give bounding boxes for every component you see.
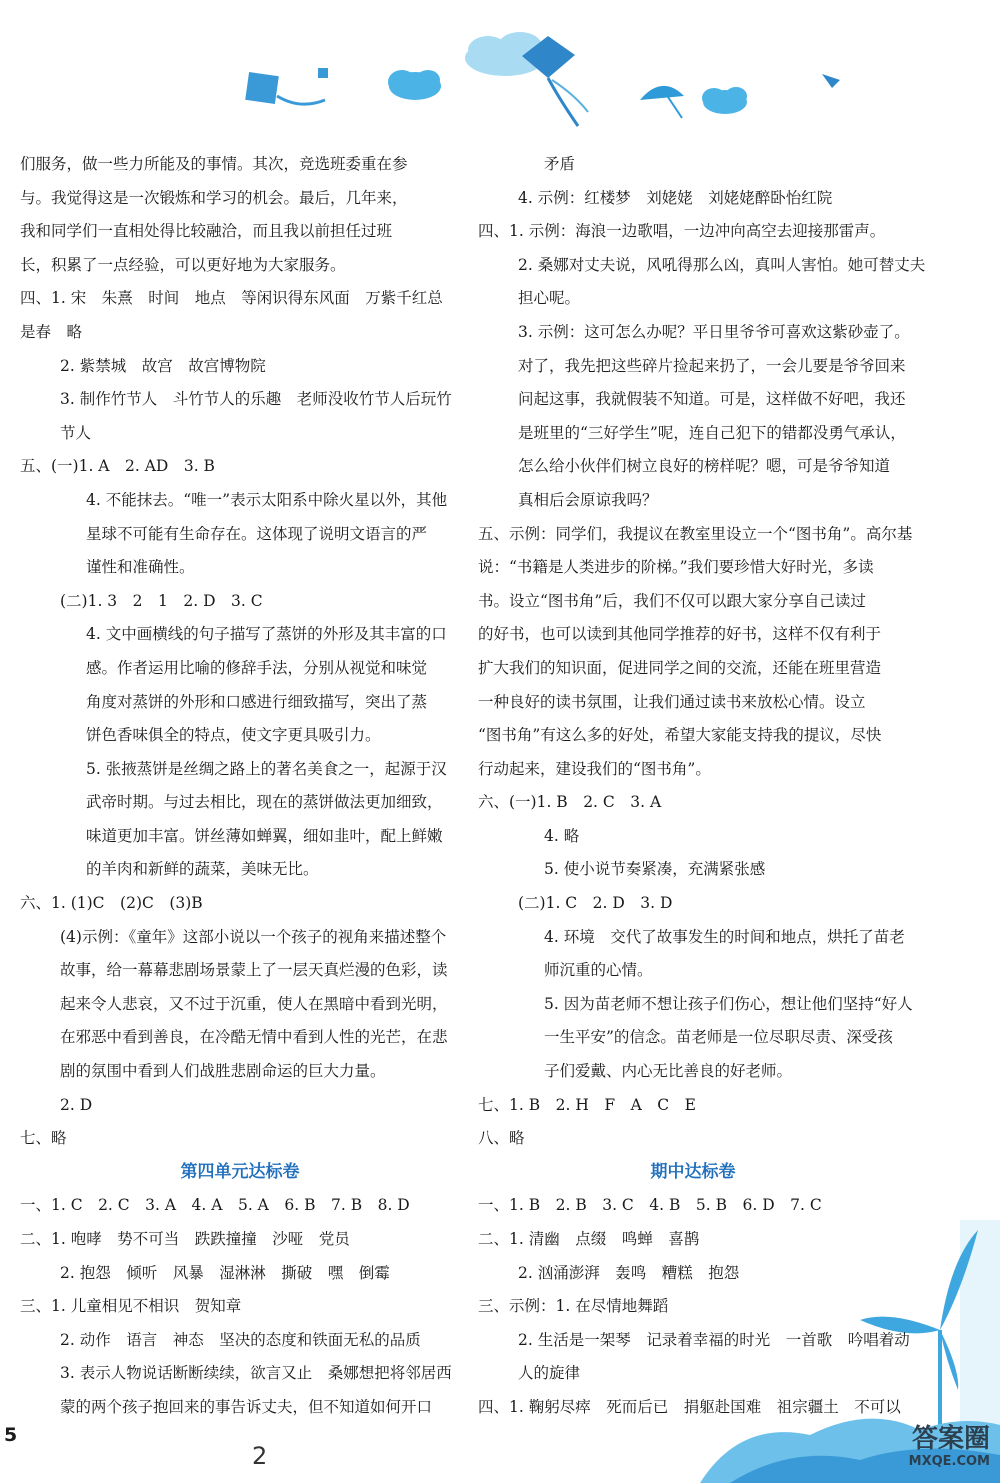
right-text-line: “图书角”有这么多的好处，希望大家能支持我的提议，尽快 bbox=[478, 726, 882, 745]
right-text-line: 5. 使小说节奏紧凑，充满紧张感 bbox=[544, 860, 766, 879]
watermark-title: 答案圈 bbox=[911, 1424, 990, 1454]
left-text-line: (4)示例：《童年》这部小说以一个孩子的视角来描述整个 bbox=[60, 927, 447, 946]
right-text-line: 行动起来，建设我们的“图书角”。 bbox=[478, 759, 711, 778]
left-text-line: 味道更加丰富。饼丝薄如蝉翼，细如韭叶，配上鲜嫩 bbox=[86, 826, 443, 845]
left-text-line: 3. 表示人物说话断断续续，欲言又止 桑娜想把将邻居西 bbox=[60, 1364, 452, 1383]
right-text-line: 说：“书籍是人类进步的阶梯。”我们要珍惜大好时光，多读 bbox=[478, 558, 874, 577]
cloud-icon bbox=[388, 70, 441, 100]
kite-small-left-icon bbox=[245, 68, 328, 104]
right-text-line: 5. 因为苗老师不想让孩子们伤心，想让他们坚持“好人 bbox=[544, 994, 913, 1013]
right-text-line: 一生平安”的信念。苗老师是一位尽职尽责、深受孩 bbox=[544, 1028, 893, 1047]
left-text-line: 二、1. 咆哮 势不可当 跌跌撞撞 沙哑 党员 bbox=[20, 1230, 350, 1248]
left-text-line: 六、1. (1)C (2)C (3)B bbox=[20, 894, 203, 913]
right-text-line: 对了，我先把这些碎片捡起来扔了，一会儿要是爷爷回来 bbox=[518, 356, 906, 375]
right-text-line: 一种良好的读书氛围，让我们通过读书来放松心情。设立 bbox=[478, 692, 866, 711]
left-text-line: 2. D bbox=[60, 1095, 93, 1114]
right-text-line: 4. 略 bbox=[544, 826, 580, 845]
left-text-line: 4. 不能抹去。“唯一”表示太阳系中除火星以外，其他 bbox=[86, 490, 448, 509]
left-text-line: 起来令人悲哀，又不过于沉重，使人在黑暗中看到光明， bbox=[60, 994, 448, 1013]
right-text-line: 四、1. 示例：海浪一边歌唱，一边冲向高空去迎接那雷声。 bbox=[478, 222, 886, 241]
left-text-line: 蒙的两个孩子抱回来的事告诉丈夫，但不知道如何开口 bbox=[60, 1397, 433, 1416]
umbrella-icon bbox=[640, 86, 684, 118]
watermark bbox=[840, 1424, 990, 1470]
left-text-line: 饼色香味俱全的特点，使文字更具吸引力。 bbox=[86, 726, 381, 745]
left-text-line: 一、1. C 2. C 3. A 4. A 5. A 6. B 7. B 8. D bbox=[20, 1196, 410, 1215]
right-text-line: 4. 示例：红楼梦 刘姥姥 刘姥姥醉卧怡红院 bbox=[518, 188, 833, 207]
cloud-right-icon bbox=[702, 87, 747, 114]
left-text-line: 3. 制作竹节人 斗竹节人的乐趣 老师没收竹节人后玩竹 bbox=[60, 390, 452, 409]
right-text-line: 2. 桑娜对丈夫说，风吼得那么凶，真叫人害怕。她可替丈夫 bbox=[518, 255, 926, 274]
left-text-line: 我和同学们一直相处得比较融洽，而且我以前担任过班 bbox=[20, 222, 393, 241]
left-text-line: 2. 抱怨 倾听 风暴 湿淋淋 撕破 嘿 倒霉 bbox=[60, 1263, 390, 1282]
right-text-line: (二)1. C 2. D 3. D bbox=[518, 894, 673, 913]
right-text-line: 子们爱戴、内心无比善良的好老师。 bbox=[544, 1062, 793, 1081]
left-text-line: 星球不可能有生命存在。这体现了说明文语言的严 bbox=[86, 524, 428, 543]
left-text-line: 五、(一)1. A 2. AD 3. B bbox=[20, 457, 215, 476]
right-column bbox=[478, 148, 926, 1425]
left-text-line: 三、1. 儿童相见不相识 贺知章 bbox=[20, 1297, 242, 1316]
bird-icon bbox=[822, 74, 840, 88]
right-text-line: 七、1. B 2. H F A C E bbox=[478, 1095, 696, 1114]
right-text-line: 三、示例：1. 在尽情地舞蹈 bbox=[478, 1297, 669, 1316]
left-text-line: 故事，给一幕幕悲剧场景蒙上了一层天真烂漫的色彩，读 bbox=[60, 961, 448, 980]
left-text-line: 四、1. 宋 朱熹 时间 地点 等闲识得东风面 万紫千红总 bbox=[20, 289, 443, 308]
right-text-line: 问起这事，我就假装不知道。可是，这样做不好吧，我还 bbox=[518, 390, 906, 409]
right-text-line: 人的旋律 bbox=[518, 1364, 581, 1383]
left-text-line: 谨性和准确性。 bbox=[86, 558, 195, 577]
right-text-line: 怎么给小伙伴们树立良好的榜样呢？嗯，可是爷爷知道 bbox=[518, 457, 891, 476]
right-text-line: 五、示例：同学们，我提议在教室里设立一个“图书角”。高尔基 bbox=[478, 524, 913, 543]
right-text-line: 八、略 bbox=[478, 1129, 525, 1148]
left-text-line: 是春 略 bbox=[20, 322, 83, 341]
left-text-line: 七、略 bbox=[20, 1129, 67, 1148]
right-text-line: 3. 示例：这可怎么办呢？平日里爷爷可喜欢这紫砂壶了。 bbox=[518, 322, 910, 341]
right-text-line: 六、(一)1. B 2. C 3. A bbox=[478, 793, 662, 812]
left-text-line: 2. 紫禁城 故宫 故宫博物院 bbox=[60, 356, 266, 375]
watermark-url: MXQE.COM bbox=[908, 1454, 990, 1469]
left-text-line: 武帝时期。与过去相比，现在的蒸饼做法更加细致， bbox=[86, 793, 443, 812]
right-text-line: 二、1. 清幽 点缀 鸣蝉 喜鹊 bbox=[478, 1230, 700, 1248]
right-text-line: 书。设立“图书角”后，我们不仅可以跟大家分享自己读过 bbox=[478, 591, 866, 610]
right-text-line: 2. 汹涌澎湃 轰鸣 糟糕 抱怨 bbox=[518, 1263, 740, 1282]
left-text-line: (二)1. 3 2 1 2. D 3. C bbox=[60, 591, 263, 610]
right-text-line: 的好书，也可以读到其他同学推荐的好书，这样不仅有利于 bbox=[478, 625, 882, 644]
right-text-line: 四、1. 鞠躬尽瘁 死而后已 捐躯赴国难 祖宗疆土 不可以 bbox=[478, 1397, 901, 1416]
left-text-line: 剧的氛围中看到人们战胜悲剧命运的巨大力量。 bbox=[60, 1062, 386, 1081]
left-text-line: 在邪恶中看到善良，在冷酷无情中看到人性的光芒，在悲 bbox=[60, 1028, 448, 1047]
right-text-line: 扩大我们的知识面，促进同学之间的交流，还能在班里营造 bbox=[478, 658, 882, 677]
right-text-line: 2. 生活是一架琴 记录着幸福的时光 一首歌 吟唱着动 bbox=[518, 1330, 910, 1349]
right-section-heading: 期中达标卷 bbox=[650, 1161, 736, 1182]
right-text-line: 一、1. B 2. B 3. C 4. B 5. B 6. D 7. C bbox=[478, 1196, 822, 1215]
left-text-line: 角度对蒸饼的外形和口感进行细致描写，突出了蒸 bbox=[86, 692, 428, 711]
left-text-line: 的羊肉和新鲜的蔬菜，美味无比。 bbox=[86, 860, 319, 879]
sky-decoration bbox=[0, 0, 1000, 140]
right-text-line: 真相后会原谅我吗？ bbox=[518, 490, 658, 509]
left-column bbox=[20, 148, 460, 1425]
left-text-line: 2. 动作 语言 神态 坚决的态度和铁面无私的品质 bbox=[60, 1330, 421, 1349]
left-text-line: 节人 bbox=[60, 423, 92, 442]
handwritten-mark: 2 bbox=[252, 1442, 268, 1470]
left-text-line: 们服务，做一些力所能及的事情。其次，竞选班委重在参 bbox=[20, 155, 408, 173]
right-text-line: 师沉重的心情。 bbox=[544, 961, 653, 980]
page-number: 5 bbox=[4, 1424, 18, 1446]
right-text-line: 矛盾 bbox=[544, 155, 576, 173]
left-text-line: 5. 张掖蒸饼是丝绸之路上的著名美食之一，起源于汉 bbox=[86, 759, 447, 778]
left-text-line: 4. 文中画横线的句子描写了蒸饼的外形及其丰富的口 bbox=[86, 625, 447, 644]
right-text-line: 4. 环境 交代了故事发生的时间和地点，烘托了苗老 bbox=[544, 927, 905, 946]
left-section-heading: 第四单元达标卷 bbox=[180, 1161, 300, 1182]
kite-large-icon bbox=[522, 36, 588, 126]
right-text-line: 担心呢。 bbox=[518, 289, 581, 308]
right-text-line: 是班里的“三好学生”呢，连自己犯下的错都没勇气承认， bbox=[518, 423, 906, 442]
left-text-line: 感。作者运用比喻的修辞手法，分别从视觉和味觉 bbox=[86, 658, 428, 677]
left-text-line: 长，积累了一点经验，可以更好地为大家服务。 bbox=[20, 255, 346, 274]
left-text-line: 与。我觉得这是一次锻炼和学习的机会。最后，几年来， bbox=[20, 188, 408, 207]
